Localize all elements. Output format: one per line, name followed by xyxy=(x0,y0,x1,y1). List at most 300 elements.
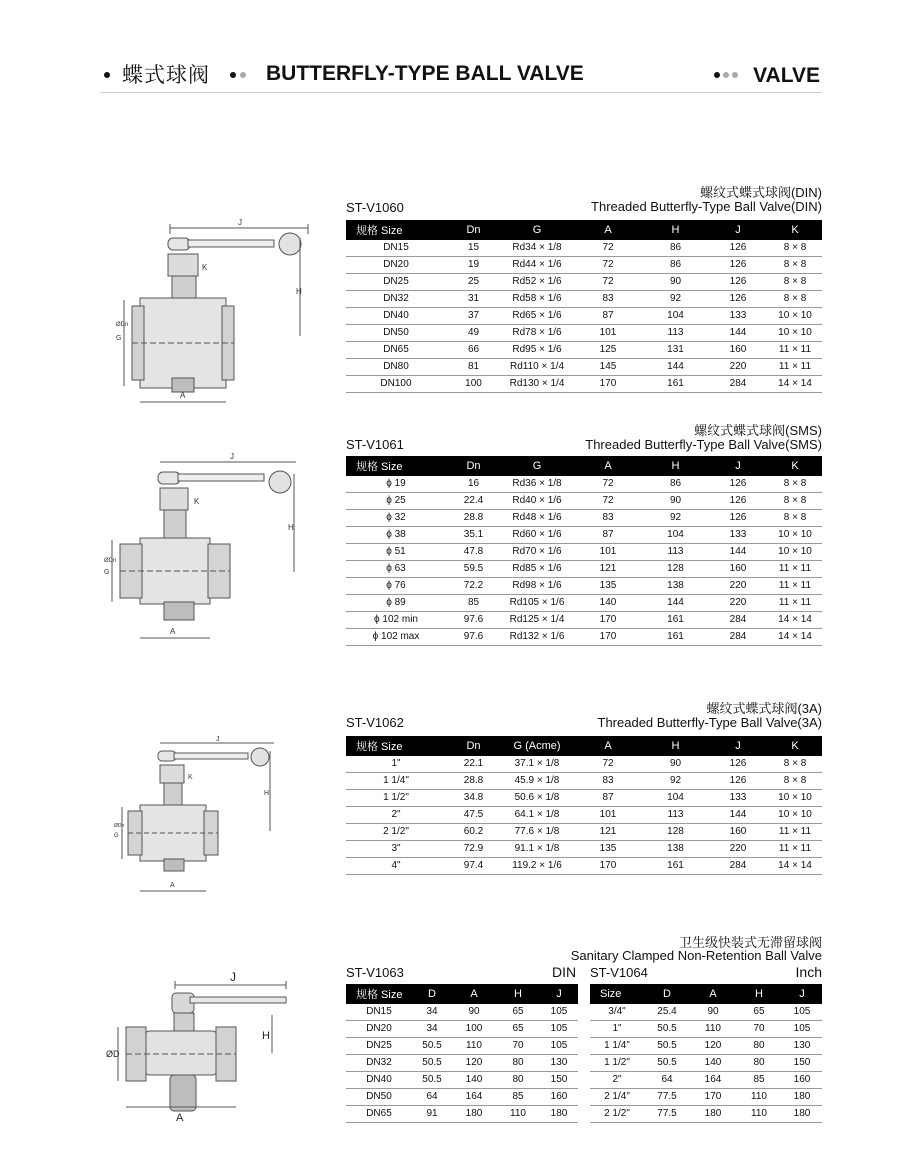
table-cell: 140 xyxy=(573,595,643,612)
table-row xyxy=(346,274,822,291)
table-cell: 8 × 8 xyxy=(768,240,822,257)
table-cell: 86 xyxy=(643,257,708,274)
column-header: A xyxy=(573,736,643,756)
table-cell: 126 xyxy=(708,476,768,493)
inch-standard-label: Inch xyxy=(795,964,822,980)
table-cell: 22.4 xyxy=(446,493,501,510)
table-row xyxy=(346,240,822,257)
table-cell: 72 xyxy=(573,493,643,510)
table-cell: 37 xyxy=(446,308,501,325)
column-header: G xyxy=(501,220,573,240)
table-cell: 121 xyxy=(573,824,643,841)
table-cell: 92 xyxy=(643,773,708,790)
table-cell: 77.5 xyxy=(644,1106,690,1123)
section-st-v1061 xyxy=(346,420,822,650)
table-cell: 125 xyxy=(573,342,643,359)
table-cell: 72 xyxy=(573,274,643,291)
table-cell: 126 xyxy=(708,773,768,790)
page-header xyxy=(100,58,822,93)
dimension-label-j: J xyxy=(216,736,220,743)
table-cell: 110 xyxy=(452,1038,496,1055)
table-cell: 138 xyxy=(643,578,708,595)
table-header-row xyxy=(346,220,822,240)
column-header: H xyxy=(643,736,708,756)
section-cn-title: 卫生级快装式无滞留球阀 xyxy=(678,935,822,950)
table-cell: 87 xyxy=(573,527,643,544)
table-cell: 25 xyxy=(446,274,501,291)
dimension-label-j: J xyxy=(238,218,242,227)
table-cell: 10 × 10 xyxy=(768,325,822,342)
valve-drawing-3a xyxy=(110,735,280,895)
section-cn-title: 螺纹式蝶式球阀(SMS) xyxy=(694,423,822,438)
table-row xyxy=(346,510,822,527)
table-cell: 144 xyxy=(708,807,768,824)
table-cell: DN100 xyxy=(346,376,446,393)
table-cell: 47.5 xyxy=(446,807,501,824)
table-cell: 90 xyxy=(690,1004,736,1021)
column-header: Dn xyxy=(446,220,501,240)
table-cell: 35.1 xyxy=(446,527,501,544)
table-cell: 22.1 xyxy=(446,756,501,773)
table-cell: 91.1 × 1/8 xyxy=(501,841,573,858)
dimension-label-a: A xyxy=(170,882,175,889)
table-cell: 14 × 14 xyxy=(768,858,822,875)
model-code: ST-V1062 xyxy=(346,715,404,730)
table-cell: 121 xyxy=(573,561,643,578)
table-body xyxy=(346,1004,578,1123)
table-cell: 31 xyxy=(446,291,501,308)
table-cell: DN25 xyxy=(346,1038,412,1055)
table-cell: DN32 xyxy=(346,1055,412,1072)
dimension-label-h: H xyxy=(288,523,294,532)
table-cell: 164 xyxy=(690,1072,736,1089)
table-cell: 97.4 xyxy=(446,858,501,875)
table-row xyxy=(346,342,822,359)
table-cell: 2" xyxy=(590,1072,644,1089)
spec-table-din xyxy=(346,984,578,1123)
table-cell: DN40 xyxy=(346,308,446,325)
table-cell: 1 1/4" xyxy=(590,1038,644,1055)
section-cn-title: 螺纹式蝶式球阀(3A) xyxy=(706,701,822,716)
dimension-label-k: K xyxy=(194,497,200,506)
table-row xyxy=(346,612,822,629)
table-row xyxy=(346,325,822,342)
table-cell: 150 xyxy=(782,1055,822,1072)
table-cell: 161 xyxy=(643,612,708,629)
table-row xyxy=(346,1021,578,1038)
table-cell: 11 × 11 xyxy=(768,359,822,376)
section-st-v1060 xyxy=(346,182,822,394)
table-cell: 45.9 × 1/8 xyxy=(501,773,573,790)
table-row xyxy=(590,1004,822,1021)
dimension-label-a: A xyxy=(170,627,176,636)
table-cell: 2 1/4" xyxy=(590,1089,644,1106)
table-cell: 2 1/2" xyxy=(590,1106,644,1123)
table-row xyxy=(590,1021,822,1038)
table-cell: DN25 xyxy=(346,274,446,291)
column-header: 规格 Size xyxy=(346,736,446,756)
table-cell: 180 xyxy=(782,1106,822,1123)
table-row xyxy=(590,1055,822,1072)
table-cell: 50.5 xyxy=(644,1038,690,1055)
section-st-v1062 xyxy=(346,698,822,878)
table-cell: 160 xyxy=(540,1089,578,1106)
table-row xyxy=(346,1072,578,1089)
table-body xyxy=(346,476,822,646)
table-cell: 10 × 10 xyxy=(768,527,822,544)
table-cell: ϕ 32 xyxy=(346,510,446,527)
column-header: K xyxy=(768,736,822,756)
table-cell: 90 xyxy=(643,756,708,773)
table-cell: 180 xyxy=(782,1089,822,1106)
table-cell: 133 xyxy=(708,308,768,325)
table-cell: Rd44 × 1/6 xyxy=(501,257,573,274)
column-header: 规格 Size xyxy=(346,456,446,476)
table-cell: 72 xyxy=(573,257,643,274)
table-cell: 170 xyxy=(573,629,643,646)
table-cell: 180 xyxy=(690,1106,736,1123)
table-row xyxy=(346,1106,578,1123)
table-cell: 91 xyxy=(412,1106,452,1123)
table-cell: Rd78 × 1/6 xyxy=(501,325,573,342)
table-row xyxy=(346,578,822,595)
table-cell: 138 xyxy=(643,841,708,858)
section-clamped xyxy=(346,932,822,1132)
table-cell: 2" xyxy=(346,807,446,824)
spec-table-inch xyxy=(590,984,822,1123)
bullet-dot-icon xyxy=(732,72,738,78)
table-cell: 105 xyxy=(540,1004,578,1021)
table-cell: 128 xyxy=(643,561,708,578)
column-header: H xyxy=(643,456,708,476)
spec-table xyxy=(346,220,822,393)
table-cell: 65 xyxy=(736,1004,782,1021)
table-cell: 1 1/2" xyxy=(590,1055,644,1072)
bullet-dot-icon xyxy=(714,72,720,78)
table-cell: 126 xyxy=(708,756,768,773)
column-header: A xyxy=(452,984,496,1004)
table-cell: 144 xyxy=(708,325,768,342)
table-row xyxy=(346,773,822,790)
table-row xyxy=(346,257,822,274)
table-cell: 85 xyxy=(736,1072,782,1089)
table-cell: 37.1 × 1/8 xyxy=(501,756,573,773)
table-row xyxy=(346,308,822,325)
table-cell: 3/4" xyxy=(590,1004,644,1021)
section-en-title: Threaded Butterfly-Type Ball Valve(3A) xyxy=(597,715,822,730)
table-cell: 50.5 xyxy=(644,1055,690,1072)
table-cell: 110 xyxy=(736,1106,782,1123)
table-cell: 284 xyxy=(708,858,768,875)
table-cell: 85 xyxy=(496,1089,540,1106)
column-header: J xyxy=(708,736,768,756)
table-row xyxy=(346,595,822,612)
table-cell: 8 × 8 xyxy=(768,756,822,773)
table-cell: 126 xyxy=(708,240,768,257)
table-cell: 77.6 × 1/8 xyxy=(501,824,573,841)
header-cn-title: 蝶式球阀 xyxy=(122,64,210,87)
table-cell: 34.8 xyxy=(446,790,501,807)
table-cell: 284 xyxy=(708,376,768,393)
table-cell: 1" xyxy=(590,1021,644,1038)
table-row xyxy=(346,476,822,493)
table-cell: DN50 xyxy=(346,325,446,342)
table-cell: 126 xyxy=(708,493,768,510)
table-cell: 8 × 8 xyxy=(768,274,822,291)
table-cell: 86 xyxy=(643,476,708,493)
table-cell: Rd34 × 1/8 xyxy=(501,240,573,257)
table-cell: 87 xyxy=(573,790,643,807)
bullet-dot-icon xyxy=(230,72,236,78)
dimension-label-g: G xyxy=(114,833,119,839)
table-cell: 72.2 xyxy=(446,578,501,595)
dimension-label-g: G xyxy=(104,569,110,576)
table-cell: 70 xyxy=(496,1038,540,1055)
table-cell: 101 xyxy=(573,544,643,561)
table-cell: Rd105 × 1/6 xyxy=(501,595,573,612)
table-row xyxy=(346,858,822,875)
table-cell: DN40 xyxy=(346,1072,412,1089)
table-cell: 70 xyxy=(736,1021,782,1038)
table-body xyxy=(346,240,822,393)
table-cell: DN15 xyxy=(346,240,446,257)
table-cell: 180 xyxy=(452,1106,496,1123)
table-cell: 11 × 11 xyxy=(768,578,822,595)
table-cell: 126 xyxy=(708,291,768,308)
table-cell: 50.6 × 1/8 xyxy=(501,790,573,807)
table-cell: 8 × 8 xyxy=(768,493,822,510)
model-code: ST-V1061 xyxy=(346,437,404,452)
table-cell: 145 xyxy=(573,359,643,376)
table-cell: 8 × 8 xyxy=(768,291,822,308)
table-cell: 140 xyxy=(452,1072,496,1089)
table-cell: 90 xyxy=(452,1004,496,1021)
table-cell: 170 xyxy=(573,858,643,875)
column-header: J xyxy=(540,984,578,1004)
table-cell: Rd70 × 1/6 xyxy=(501,544,573,561)
table-cell: 220 xyxy=(708,578,768,595)
header-en-title: BUTTERFLY-TYPE BALL VALVE xyxy=(266,62,584,85)
table-cell: 90 xyxy=(643,274,708,291)
table-cell: 50.5 xyxy=(644,1021,690,1038)
table-cell: DN65 xyxy=(346,342,446,359)
table-header-row xyxy=(590,984,822,1004)
section-en-title: Sanitary Clamped Non-Retention Ball Valve xyxy=(570,948,822,963)
column-header: H xyxy=(643,220,708,240)
dimension-label-k: K xyxy=(202,263,208,272)
table-cell: 28.8 xyxy=(446,510,501,527)
table-cell: DN32 xyxy=(346,291,446,308)
table-cell: 161 xyxy=(643,629,708,646)
table-cell: 60.2 xyxy=(446,824,501,841)
dimension-label-dn: ØDn xyxy=(104,558,117,564)
column-header: A xyxy=(690,984,736,1004)
table-row xyxy=(590,1106,822,1123)
dimension-label-j: J xyxy=(230,970,236,984)
table-cell: 110 xyxy=(690,1021,736,1038)
table-cell: 135 xyxy=(573,578,643,595)
table-cell: 72 xyxy=(573,476,643,493)
table-cell: 25.4 xyxy=(644,1004,690,1021)
table-cell: 113 xyxy=(643,544,708,561)
table-cell: 59.5 xyxy=(446,561,501,578)
table-row xyxy=(346,291,822,308)
table-cell: 113 xyxy=(643,807,708,824)
dimension-label-d: ØD xyxy=(106,1049,120,1059)
column-header: H xyxy=(736,984,782,1004)
table-cell: 104 xyxy=(643,527,708,544)
table-cell: 86 xyxy=(643,240,708,257)
dimension-label-j: J xyxy=(230,452,234,461)
table-cell: 15 xyxy=(446,240,501,257)
table-cell: 8 × 8 xyxy=(768,257,822,274)
table-cell: Rd40 × 1/6 xyxy=(501,493,573,510)
table-cell: 160 xyxy=(708,561,768,578)
table-row xyxy=(346,756,822,773)
table-row xyxy=(346,1038,578,1055)
column-header: A xyxy=(573,220,643,240)
table-cell: 83 xyxy=(573,773,643,790)
table-cell: 83 xyxy=(573,291,643,308)
model-code-inch: ST-V1064 xyxy=(590,965,648,980)
dimension-label-h: H xyxy=(262,1030,270,1042)
table-cell: 80 xyxy=(736,1038,782,1055)
table-cell: 220 xyxy=(708,595,768,612)
table-cell: 97.6 xyxy=(446,612,501,629)
table-cell: Rd110 × 1/4 xyxy=(501,359,573,376)
table-cell: 161 xyxy=(643,858,708,875)
column-header: Size xyxy=(590,984,644,1004)
table-row xyxy=(346,824,822,841)
table-cell: 65 xyxy=(496,1004,540,1021)
table-row xyxy=(346,493,822,510)
table-cell: 144 xyxy=(643,595,708,612)
column-header: J xyxy=(708,220,768,240)
table-cell: 110 xyxy=(496,1106,540,1123)
table-cell: 160 xyxy=(708,342,768,359)
table-cell: 65 xyxy=(496,1021,540,1038)
table-cell: 2 1/2" xyxy=(346,824,446,841)
table-cell: DN20 xyxy=(346,257,446,274)
column-header: 规格 Size xyxy=(346,984,412,1004)
table-cell: 120 xyxy=(452,1055,496,1072)
table-cell: 16 xyxy=(446,476,501,493)
table-cell: 85 xyxy=(446,595,501,612)
table-cell: 128 xyxy=(643,824,708,841)
table-cell: Rd130 × 1/4 xyxy=(501,376,573,393)
table-cell: Rd60 × 1/6 xyxy=(501,527,573,544)
table-row xyxy=(590,1089,822,1106)
table-cell: 110 xyxy=(736,1089,782,1106)
table-cell: 170 xyxy=(690,1089,736,1106)
table-cell: Rd48 × 1/6 xyxy=(501,510,573,527)
table-cell: Rd65 × 1/6 xyxy=(501,308,573,325)
table-cell: 104 xyxy=(643,790,708,807)
table-cell: 160 xyxy=(782,1072,822,1089)
table-cell: 8 × 8 xyxy=(768,773,822,790)
valve-drawing-din xyxy=(110,218,310,408)
table-row xyxy=(590,1038,822,1055)
table-cell: 105 xyxy=(540,1021,578,1038)
table-cell: 66 xyxy=(446,342,501,359)
table-cell: 140 xyxy=(690,1055,736,1072)
header-valve-label: VALVE xyxy=(753,64,820,87)
dimension-label-a: A xyxy=(180,391,186,400)
table-cell: 160 xyxy=(708,824,768,841)
table-cell: 72 xyxy=(573,756,643,773)
table-cell: 180 xyxy=(540,1106,578,1123)
spec-table xyxy=(346,456,822,646)
dimension-label-dn: ØDn xyxy=(114,823,125,829)
table-cell: Rd98 × 1/6 xyxy=(501,578,573,595)
table-cell: 83 xyxy=(573,510,643,527)
table-cell: 11 × 11 xyxy=(768,824,822,841)
table-cell: 64 xyxy=(412,1089,452,1106)
table-cell: 135 xyxy=(573,841,643,858)
table-cell: 1 1/4" xyxy=(346,773,446,790)
table-cell: 80 xyxy=(496,1072,540,1089)
table-cell: 34 xyxy=(412,1021,452,1038)
table-cell: 113 xyxy=(643,325,708,342)
table-cell: ϕ 102 max xyxy=(346,629,446,646)
table-cell: 10 × 10 xyxy=(768,790,822,807)
table-cell: 87 xyxy=(573,308,643,325)
bullet-dot-icon xyxy=(723,72,729,78)
table-cell: 170 xyxy=(573,376,643,393)
table-cell: 131 xyxy=(643,342,708,359)
section-en-title: Threaded Butterfly-Type Ball Valve(DIN) xyxy=(591,199,822,214)
table-cell: 4" xyxy=(346,858,446,875)
model-code: ST-V1060 xyxy=(346,200,404,215)
table-row xyxy=(346,527,822,544)
table-cell: 11 × 11 xyxy=(768,561,822,578)
column-header: K xyxy=(768,456,822,476)
table-cell: DN65 xyxy=(346,1106,412,1123)
dimension-label-dn: ØDn xyxy=(116,322,129,328)
table-row xyxy=(346,544,822,561)
table-cell: 14 × 14 xyxy=(768,629,822,646)
table-cell: 28.8 xyxy=(446,773,501,790)
model-code-din: ST-V1063 xyxy=(346,965,404,980)
table-cell: 133 xyxy=(708,790,768,807)
table-cell: 105 xyxy=(540,1038,578,1055)
table-cell: ϕ 89 xyxy=(346,595,446,612)
table-header-row xyxy=(346,456,822,476)
table-cell: 72 xyxy=(573,240,643,257)
table-header-row xyxy=(346,984,578,1004)
table-cell: DN20 xyxy=(346,1021,412,1038)
table-cell: 97.6 xyxy=(446,629,501,646)
column-header: J xyxy=(782,984,822,1004)
table-cell: 34 xyxy=(412,1004,452,1021)
bullet-dot-icon xyxy=(240,72,246,78)
table-cell: 126 xyxy=(708,510,768,527)
din-standard-label: DIN xyxy=(552,964,577,980)
table-cell: 92 xyxy=(643,291,708,308)
table-body xyxy=(590,1004,822,1123)
table-cell: 3" xyxy=(346,841,446,858)
table-cell: 133 xyxy=(708,527,768,544)
table-cell: 150 xyxy=(540,1072,578,1089)
table-cell: 105 xyxy=(782,1021,822,1038)
table-cell: 11 × 11 xyxy=(768,342,822,359)
table-cell: ϕ 19 xyxy=(346,476,446,493)
table-cell: 130 xyxy=(540,1055,578,1072)
table-row xyxy=(346,561,822,578)
table-cell: 11 × 11 xyxy=(768,595,822,612)
table-cell: 47.8 xyxy=(446,544,501,561)
table-cell: 8 × 8 xyxy=(768,476,822,493)
